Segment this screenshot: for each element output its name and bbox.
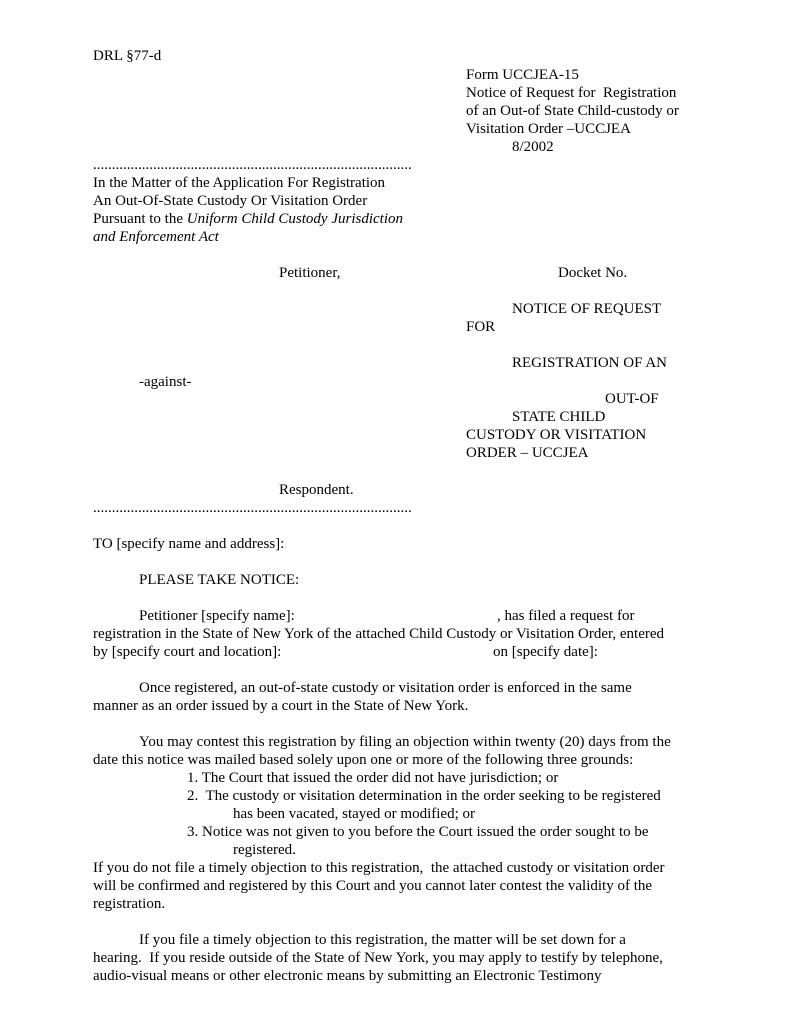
paragraph-line: registration. xyxy=(93,896,166,912)
form-title-line: of an Out-of State Child-custody or xyxy=(466,103,679,119)
date-prompt: on [specify date]: xyxy=(493,644,598,660)
paragraph-line: registration in the State of New York of the attached Child Custody or Visitation Order, entered xyxy=(93,626,665,642)
statute-reference: DRL §77-d xyxy=(93,48,162,64)
paragraph-line: date this notice was mailed based solely upon one or more of the following three grounds: xyxy=(93,752,634,768)
ground-item: 2. The custody or visitation determination in the order seeking to be registered xyxy=(187,788,661,804)
notice-title-line: OUT-OF xyxy=(605,391,659,407)
paragraph-line: audio-visual means or other electronic means by submitting an Electronic Testimony xyxy=(93,968,602,984)
notice-title-line: REGISTRATION OF AN xyxy=(512,355,668,371)
caption-divider-bottom: ..................................................................................... xyxy=(93,500,412,516)
paragraph-line: hearing. If you reside outside of the State of New York, you may apply to testify by telephone, xyxy=(93,950,663,966)
paragraph-line: Once registered, an out-of-state custody or visitation order is enforced in the same xyxy=(139,680,632,696)
form-number: Form UCCJEA-15 xyxy=(466,67,579,83)
paragraph-line: If you do not file a timely objection to this registration, the attached custody or visitation order xyxy=(93,860,665,876)
form-title-line: Notice of Request for Registration xyxy=(466,85,677,101)
petitioner-label: Petitioner, xyxy=(279,265,341,281)
ground-item-continuation: has been vacated, stayed or modified; or xyxy=(233,806,475,822)
filed-request-text: , has filed a request for xyxy=(497,608,635,624)
docket-label: Docket No. xyxy=(558,265,628,281)
paragraph-line: If you file a timely objection to this registration, the matter will be set down for a xyxy=(139,932,626,948)
pursuant-prefix: Pursuant to the xyxy=(93,211,187,227)
caption-divider-top: ..................................................................................... xyxy=(93,157,412,173)
ground-item-continuation: registered. xyxy=(233,842,296,858)
notice-title-line: STATE CHILD xyxy=(512,409,606,425)
notice-title-line: ORDER – UCCJEA xyxy=(466,445,589,461)
ground-item: 3. Notice was not given to you before the Court issued the order sought to be xyxy=(187,824,649,840)
paragraph-line: You may contest this registration by filing an objection within twenty (20) days from the xyxy=(139,734,671,750)
court-location-prompt: by [specify court and location]: xyxy=(93,644,282,660)
caption-matter-line: An Out-Of-State Custody Or Visitation Order xyxy=(93,193,368,209)
please-take-notice: PLEASE TAKE NOTICE: xyxy=(139,572,300,588)
petitioner-name-prompt: Petitioner [specify name]: xyxy=(139,608,295,624)
notice-title-line: FOR xyxy=(466,319,496,335)
caption-matter-line: In the Matter of the Application For Registration xyxy=(93,175,386,191)
against-label: -against- xyxy=(139,374,192,390)
act-name-part2: and Enforcement Act xyxy=(93,229,219,245)
to-line: TO [specify name and address]: xyxy=(93,536,285,552)
form-date: 8/2002 xyxy=(512,139,554,155)
paragraph-line: manner as an order issued by a court in the State of New York. xyxy=(93,698,469,714)
ground-item: 1. The Court that issued the order did not have jurisdiction; or xyxy=(187,770,559,786)
form-title-line: Visitation Order –UCCJEA xyxy=(466,121,631,137)
notice-title-line: NOTICE OF REQUEST xyxy=(512,301,662,317)
caption-act-line xyxy=(93,210,403,228)
act-name-part1: Uniform Child Custody Jurisdiction xyxy=(186,211,404,227)
respondent-label: Respondent. xyxy=(279,482,354,498)
paragraph-line: will be confirmed and registered by this Court and you cannot later contest the validity of the xyxy=(93,878,653,894)
notice-title-line: CUSTODY OR VISITATION xyxy=(466,427,647,443)
